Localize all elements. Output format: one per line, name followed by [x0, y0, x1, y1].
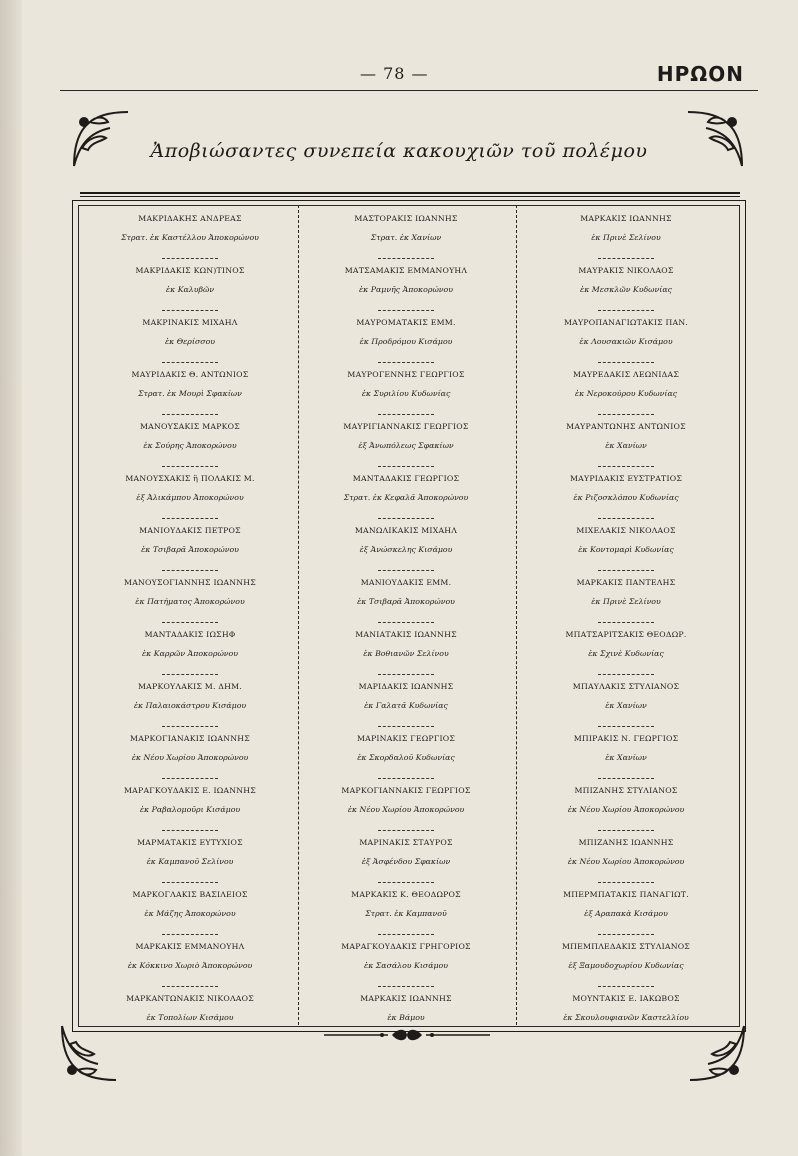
entry-separator — [598, 570, 654, 571]
entry — [298, 364, 514, 416]
entry-separator — [378, 310, 434, 311]
entry — [82, 884, 298, 936]
entry — [82, 728, 298, 780]
entry-name: ΜΙΧΕΛΑΚΙΣ ΝΙΚΟΛΑΟΣ — [576, 526, 676, 535]
entry — [82, 364, 298, 416]
entry-separator — [162, 362, 218, 363]
entry-name: ΜΑΥΡΙΓΙΑΝΝΑΚΙΣ ΓΕΩΡΓΙΟΣ — [343, 422, 469, 431]
entry — [518, 208, 734, 260]
entry-name: ΜΑΥΡΑΝΤΩΝΗΣ ΑΝΤΩΝΙΟΣ — [566, 422, 686, 431]
entry-name: ΜΑΝΟΥΣΧΑΚΙΣ ἢ ΠΟΛΑΚΙΣ Μ. — [125, 474, 255, 483]
entry-origin: ἐξ Ξαμουδοχωρίου Κυδωνίας — [568, 961, 684, 970]
entry-name: ΜΑΡΚΟΥΛΑΚΙΣ Μ. ΔΗΜ. — [137, 682, 242, 691]
entry-separator — [378, 518, 434, 519]
entry-origin: ἐκ Τοπολίων Κισάμου — [146, 1013, 234, 1022]
entry-origin: ἐκ Νέου Χωρίου Ἀποκορώνου — [347, 805, 465, 814]
entry-origin: ἐκ Πρινὲ Σελίνου — [591, 597, 661, 606]
entry-separator — [162, 934, 218, 935]
entry-separator — [598, 934, 654, 935]
entry — [82, 780, 298, 832]
entry-name: ΜΑΡΚΟΓΙΑΝΝΑΚΙΣ ΓΕΩΡΓΙΟΣ — [341, 786, 471, 795]
entry-separator — [378, 674, 434, 675]
entry-origin: ἐκ Ριζοσκλόπου Κυδωνίας — [573, 493, 679, 502]
entry-origin: ἐκ Προδρόμου Κισάμου — [359, 337, 453, 346]
entry-name: ΜΑΝΙΟΥΔΑΚΙΣ ΠΕΤΡΟΣ — [139, 526, 241, 535]
page-number: — 78 — — [360, 64, 429, 83]
entry — [298, 780, 514, 832]
entry-name: ΜΑΡΚΟΓΙΑΝΑΚΙΣ ΙΩΑΝΝΗΣ — [130, 734, 250, 743]
entry-separator — [162, 414, 218, 415]
entry — [82, 676, 298, 728]
entry-separator — [378, 570, 434, 571]
entry-name: ΜΑΡΚΑΚΙΣ Κ. ΘΕΟΔΩΡΟΣ — [351, 890, 461, 899]
entry-separator — [598, 258, 654, 259]
entry-origin: ἐκ Κοντομαρὶ Κυδωνίας — [578, 545, 674, 554]
entry-name: ΜΠΑΥΛΑΚΙΣ ΣΤΥΛΙΑΝΟΣ — [572, 682, 680, 691]
entry-origin: ἐκ Χανίων — [605, 701, 647, 710]
entry — [518, 832, 734, 884]
entry — [518, 520, 734, 572]
entry — [82, 312, 298, 364]
entry — [82, 988, 298, 1040]
entry — [518, 676, 734, 728]
entry-name: ΜΑΤΣΑΜΑΚΙΣ ΕΜΜΑΝΟΥΗΛ — [344, 266, 468, 275]
entry-separator — [598, 414, 654, 415]
entry-separator — [378, 414, 434, 415]
entry-name: ΜΑΡΚΑΚΙΣ ΠΑΝΤΕΛΗΣ — [576, 578, 676, 587]
entry-origin: ἐκ Σασάλου Κισάμου — [364, 961, 448, 970]
entry — [298, 936, 514, 988]
entry-separator — [162, 986, 218, 987]
entry-origin: ἐκ Τσιβαρᾶ Ἀποκορώνου — [141, 545, 239, 554]
entry-separator — [598, 830, 654, 831]
entry-origin: ἐκ Τσιβαρᾶ Ἀποκορώνου — [357, 597, 455, 606]
entry-origin: ἐκ Καμπανοῦ Σελίνου — [146, 857, 234, 866]
entry-name: ΜΑΥΡΟΠΑΝΑΓΙΩΤΑΚΙΣ ΠΑΝ. — [563, 318, 689, 327]
entry-separator — [598, 518, 654, 519]
entry-name: ΜΑΣΤΟΡΑΚΙΣ ΙΩΑΝΝΗΣ — [354, 214, 458, 223]
entry-separator — [162, 674, 218, 675]
entry — [298, 260, 514, 312]
entry — [298, 728, 514, 780]
entry — [298, 312, 514, 364]
entry-origin: ἐκ Καλυβῶν — [165, 285, 215, 294]
title-rule — [80, 192, 740, 197]
entry-separator — [162, 466, 218, 467]
entry-name: ΜΑΡΙΔΑΚΙΣ ΙΩΑΝΝΗΣ — [358, 682, 454, 691]
entry — [518, 936, 734, 988]
entry — [82, 468, 298, 520]
entry-separator — [162, 310, 218, 311]
section-title: Ἀποβιώσαντες συνεπεία κακουχιῶν τοῦ πολέμου — [150, 140, 648, 162]
entry-name: ΜΑΥΡΙΔΑΚΙΣ ΕΥΣΤΡΑΤΙΟΣ — [569, 474, 683, 483]
entry-separator — [378, 466, 434, 467]
entry-separator — [378, 934, 434, 935]
entry — [82, 520, 298, 572]
entry — [518, 988, 734, 1040]
entry-origin: ἐκ Σκουλουφιανῶν Καστελλίου — [563, 1013, 689, 1022]
entry-name: ΜΑΥΡΑΚΙΣ ΝΙΚΟΛΑΟΣ — [578, 266, 674, 275]
entry-separator — [378, 778, 434, 779]
page-header — [60, 60, 758, 94]
entry-name: ΜΠΙΡΑΚΙΣ Ν. ΓΕΩΡΓΙΟΣ — [573, 734, 679, 743]
entry-origin: ἐκ Σούρης Ἀποκορώνου — [143, 441, 237, 450]
entry-separator — [378, 986, 434, 987]
entry-name: ΜΑΡΚΑΚΙΣ ΕΜΜΑΝΟΥΗΛ — [135, 942, 245, 951]
entry-name: ΜΑΡΙΝΑΚΙΣ ΓΕΩΡΓΙΟΣ — [356, 734, 456, 743]
entry-origin: ἐξ Ἀσφένδου Σφακίων — [361, 857, 451, 866]
entry-name: ΜΑΥΡΟΓΕΝΝΗΣ ΓΕΩΡΓΙΟΣ — [347, 370, 465, 379]
entry-origin: ἐκ Παλαιοκάστρου Κισάμου — [133, 701, 247, 710]
entry-origin: ἐξ Αραπακὰ Κισάμου — [584, 909, 668, 918]
entry — [298, 572, 514, 624]
entry-separator — [378, 830, 434, 831]
entry-origin: Στρατ. ἐκ Καμπανοῦ — [365, 909, 447, 918]
entry-origin: ἐξ Ἀνωπόλεως Σφακίων — [358, 441, 454, 450]
entry-name: ΜΑΡΚΟΓΛΑΚΙΣ ΒΑΣΙΛΕΙΟΣ — [132, 890, 248, 899]
entry-origin: ἐκ Μάζης Ἀποκορώνου — [144, 909, 236, 918]
entry-separator — [162, 778, 218, 779]
entry — [518, 572, 734, 624]
entry-origin: ἐκ Μεσκλῶν Κυδωνίας — [580, 285, 672, 294]
entry-origin: ἐκ Νεροκούρου Κυδωνίας — [574, 389, 678, 398]
entry-name: ΜΑΡΑΓΚΟΥΔΑΚΙΣ ΓΡΗΓΟΡΙΟΣ — [341, 942, 471, 951]
entry-name: ΜΑΥΡΙΔΑΚΙΣ Θ. ΑΝΤΩΝΙΟΣ — [131, 370, 249, 379]
entry — [298, 676, 514, 728]
entry-name: ΜΑΝΤΑΔΑΚΙΣ ΙΩΣΗΦ — [144, 630, 236, 639]
entry-separator — [378, 622, 434, 623]
entry-name: ΜΟΥΝΤΑΚΙΣ Ε. ΙΑΚΩΒΟΣ — [572, 994, 680, 1003]
header-rule — [60, 90, 758, 91]
entry-separator — [162, 518, 218, 519]
entry-name: ΜΑΝΟΥΣΟΓΙΑΝΝΗΣ ΙΩΑΝΝΗΣ — [124, 578, 256, 587]
entry-origin: Στρατ. ἐκ Καστέλλου Ἀποκορώνου — [121, 233, 259, 242]
entry — [518, 728, 734, 780]
entry — [82, 936, 298, 988]
entry-name: ΜΑΥΡΟΜΑΤΑΚΙΣ ΕΜΜ. — [356, 318, 456, 327]
entry-separator — [162, 726, 218, 727]
entry-name: ΜΑΡΜΑΤΑΚΙΣ ΕΥΤΥΧΙΟΣ — [137, 838, 243, 847]
entry — [82, 832, 298, 884]
entry — [518, 884, 734, 936]
entry-separator — [598, 674, 654, 675]
entry-separator — [598, 466, 654, 467]
entry-origin: ἐκ Ραβαλομοῦρι Κισάμου — [139, 805, 241, 814]
entry-name: ΜΑΡΙΝΑΚΙΣ ΣΤΑΥΡΟΣ — [359, 838, 453, 847]
entry-origin: ἐξ Ἀλικάμπου Ἀποκορώνου — [136, 493, 244, 502]
entry-origin: Στρατ. ἐκ Μουρὶ Σφακίων — [138, 389, 242, 398]
entry-name: ΜΑΚΡΙΝΑΚΙΣ ΜΙΧΑΗΛ — [142, 318, 238, 327]
entry-origin: ἐκ Σκορδαλοῦ Κυδωνίας — [357, 753, 455, 762]
entry-origin: Στρατ. ἐκ Κεφαλᾶ Ἀποκορώνου — [343, 493, 469, 502]
entry-separator — [162, 830, 218, 831]
entry — [298, 416, 514, 468]
entry-separator — [598, 310, 654, 311]
entry-separator — [598, 622, 654, 623]
entry-name: ΜΑΥΡΕΔΑΚΙΣ ΛΕΩΝΙΔΑΣ — [572, 370, 680, 379]
entry-origin: ἐκ Λουσακιῶν Κισάμου — [579, 337, 673, 346]
entry-origin: ἐκ Ραμνῆς Ἀποκορώνου — [359, 285, 453, 294]
entry-separator — [162, 258, 218, 259]
entry-origin: ἐκ Χανίων — [605, 753, 647, 762]
entry-origin: ἐκ Κόκκινο Χωριὸ Ἀποκορώνου — [127, 961, 253, 970]
entry-name: ΜΑΡΚΑΚΙΣ ΙΩΑΝΝΗΣ — [360, 994, 452, 1003]
entry-name: ΜΠΕΜΠΛΕΔΑΚΙΣ ΣΤΥΛΙΑΝΟΣ — [561, 942, 691, 951]
entry-origin: ἐκ Νέου Χωρίου Ἀποκορώνου — [567, 857, 685, 866]
entry — [298, 832, 514, 884]
entry-origin: ἐκ Πρινὲ Σελίνου — [591, 233, 661, 242]
entry — [518, 312, 734, 364]
entry-name: ΜΑΡΚΑΚΙΣ ΙΩΑΝΝΗΣ — [580, 214, 672, 223]
entry-origin: ἐκ Σχινὲ Κυδωνίας — [588, 649, 664, 658]
entry-separator — [162, 882, 218, 883]
entry-separator — [378, 726, 434, 727]
entry-name: ΜΑΝΟΥΣΑΚΙΣ ΜΑΡΚΟΣ — [139, 422, 240, 431]
entry-separator — [378, 882, 434, 883]
column-3 — [518, 208, 734, 1040]
entry-separator — [162, 622, 218, 623]
entry — [298, 468, 514, 520]
entry-origin: ἐκ Γαλατᾶ Κυδωνίας — [364, 701, 448, 710]
entry — [298, 520, 514, 572]
entry — [518, 260, 734, 312]
entry-name: ΜΑΝΩΛΙΚΑΚΙΣ ΜΙΧΑΗΛ — [354, 526, 458, 535]
entry — [82, 260, 298, 312]
entry-separator — [598, 362, 654, 363]
running-head: ΗΡΩΟΝ — [656, 62, 744, 86]
entry-separator — [162, 570, 218, 571]
entry-origin: ἐκ Χανίων — [605, 441, 647, 450]
column-divider — [516, 205, 517, 1025]
entry-separator — [378, 258, 434, 259]
entry-origin: ἐξ Ἀνώσκελης Κισάμου — [359, 545, 453, 554]
entry-name: ΜΑΝΙΟΥΔΑΚΙΣ ΕΜΜ. — [360, 578, 452, 587]
entry — [82, 572, 298, 624]
entry-separator — [598, 778, 654, 779]
entry — [518, 624, 734, 676]
entry — [82, 624, 298, 676]
entry-separator — [598, 882, 654, 883]
entry-separator — [598, 726, 654, 727]
entry-origin: ἐκ Βοθιανῶν Σελίνου — [363, 649, 449, 658]
entry-name: ΜΠΑΤΣΑΡΙΤΣΑΚΙΣ ΘΕΟΔΩΡ. — [565, 630, 687, 639]
bottom-flourish — [322, 1026, 492, 1044]
entry — [82, 208, 298, 260]
column-1 — [82, 208, 298, 1040]
entry-origin: ἐκ Θερίσσου — [164, 337, 216, 346]
entry — [518, 468, 734, 520]
entry — [518, 364, 734, 416]
entry-origin: ἐκ Συριλίου Κυδωνίας — [361, 389, 451, 398]
entry-origin: Στρατ. ἐκ Χανίων — [370, 233, 442, 242]
entry-origin: ἐκ Πατήματος Ἀποκορώνου — [135, 597, 245, 606]
entry-origin: ἐκ Βάμου — [387, 1013, 425, 1022]
book-gutter — [0, 0, 22, 1156]
entry — [298, 884, 514, 936]
entry — [298, 208, 514, 260]
entry-name: ΜΑΚΡΙΔΑΚΗΣ ΑΝΔΡΕΑΣ — [138, 214, 242, 223]
entry-name: ΜΑΡΚΑΝΤΩΝΑΚΙΣ ΝΙΚΟΛΑΟΣ — [126, 994, 254, 1003]
entry-origin: ἐκ Νέου Χωρίου Ἀποκορώνου — [131, 753, 249, 762]
entry — [518, 780, 734, 832]
entry-name: ΜΑΚΡΙΔΑΚΙΣ ΚΩΝ)ΤΙΝΟΣ — [135, 266, 245, 275]
entry-name: ΜΠΙΖΑΝΗΣ ΙΩΑΝΝΗΣ — [578, 838, 674, 847]
entry — [298, 624, 514, 676]
entry — [82, 416, 298, 468]
entry-name: ΜΠΙΖΑΝΗΣ ΣΤΥΛΙΑΝΟΣ — [574, 786, 678, 795]
entry-origin: ἐκ Καρρῶν Ἀποκορώνου — [142, 649, 238, 658]
entry-name: ΜΠΕΡΜΠΑΤΑΚΙΣ ΠΑΝΑΓΙΩΤ. — [563, 890, 689, 899]
entry-name: ΜΑΝΤΑΔΑΚΙΣ ΓΕΩΡΓΙΟΣ — [352, 474, 460, 483]
entry-name: ΜΑΝΙΑΤΑΚΙΣ ΙΩΑΝΝΗΣ — [355, 630, 457, 639]
entry-name: ΜΑΡΑΓΚΟΥΔΑΚΙΣ Ε. ΙΩΑΝΝΗΣ — [123, 786, 256, 795]
entry-origin: ἐκ Νέου Χωρίου Ἀποκορώνου — [567, 805, 685, 814]
column-2 — [298, 208, 514, 1040]
entry — [518, 416, 734, 468]
entry-separator — [598, 986, 654, 987]
entry-separator — [378, 362, 434, 363]
